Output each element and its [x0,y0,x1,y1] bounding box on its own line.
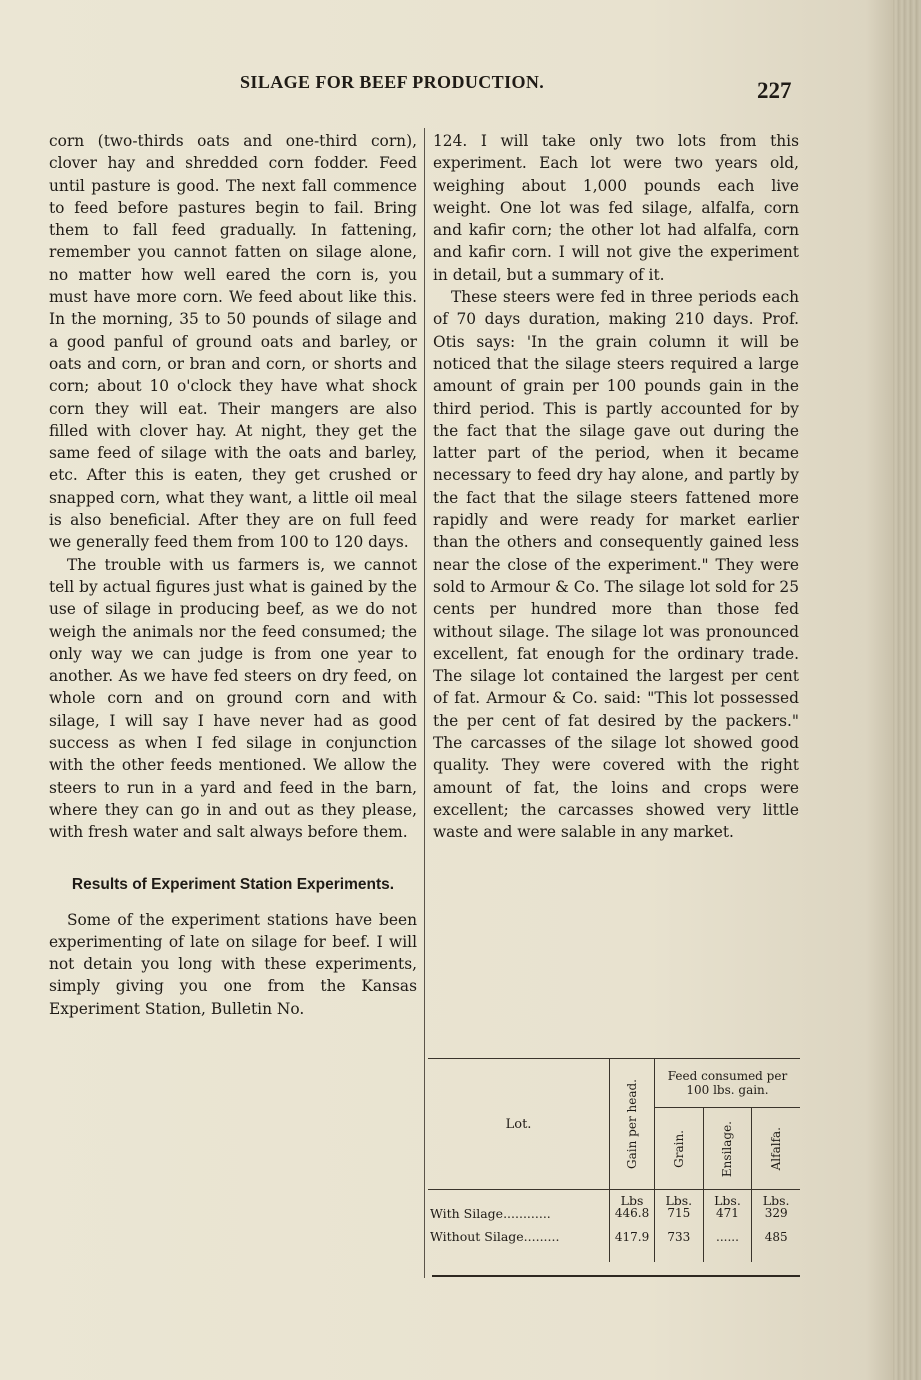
column-divider [424,128,425,1278]
paragraph: The trouble with us farmers is, we cannot tell by actual figures just what is gained by the use of silage in producing beef, as we do not weigh the animals nor the feed consumed; the only way we can judge is from one year to another. As we have fed steers on dry feed, on whole corn and on ground corn and with silage, I will say I have never had as good success as when I fed silage in conjunction with the other feeds mentioned. We allow the steers to run in a yard and feed in the barn, where they can go in and out as they please, with fresh water and salt always before them. [49,555,417,842]
paragraph: 124. I will take only two lots from this experiment. Each lot were two years old, weighing about 1,000 pounds each live weight. One lot was fed silage, alfalfa, corn and kafir corn; the other lot had alfalfa, corn and kafir corn. I will not give the experiment in detail, but a summary of it. [433,132,799,284]
running-title: SILAGE FOR BEEF PRODUCTION. [240,72,545,92]
cell-gain: 417.9 [610,1221,655,1262]
header-alfalfa: Alfalfa. [769,1127,784,1171]
header-gain: Gain per head. [610,1059,655,1190]
table-bottom-rule [432,1275,800,1277]
cell-lot: Without Silage......... [428,1221,610,1262]
cell-ensilage: Lbs. 471 [703,1190,752,1222]
paragraph: These steers were fed in three periods each of 70 days duration, making 210 days. Prof. Otis says: 'In the grain column it will be noticed that the silage steers required a large amount of grain per 100 pounds gain in the third period. This is partly accounted for by the fact that the silage gave out during the latter part of the period, when it became necessary to feed dry hay alone, and partly by the fact that the silage steers fattened more rapidly and were ready for market earlier than the others and consequently gained less near the close of the experiment." They were sold to Armour & Co. The silage lot sold for 25 cents per hundred more than those fed without silage. The silage lot was pronounced excellent, fat enough for the ordinary trade. The silage lot contained the largest per cent of fat. Armour & Co. said: "This lot possessed the per cent of fat desired by the packers." The carcasses of the silage lot showed good quality. They were covered with the right amount of fat, the loins and crops were excellent; the carcasses showed very little waste and were salable in any market. [433,288,799,842]
table-row [428,1221,800,1262]
cell-alfalfa: 485 [764,1229,788,1244]
cell-lot: With Silage............ [428,1190,610,1222]
page-number: 227 [757,78,792,103]
header-grain: Grain. [654,1108,703,1190]
header-ensilage: Ensilage. [703,1108,752,1190]
left-column [49,130,417,1020]
cell-alfalfa: Lbs. 329 [752,1190,800,1222]
cell-grain: 733 [654,1221,703,1262]
header-feed-consumed: Feed consumed per 100 lbs. gain. [654,1059,800,1108]
table-row [428,1190,800,1222]
page-edge [893,0,921,1380]
paragraph: Some of the experiment stations have been experimenting of late on silage for beef. I will not detain you long with these experiments, simply giving you one from the Kansas Experiment Station, Bulletin No. [49,910,417,1018]
section-heading: Results of Experiment Station Experiments. [71,875,395,893]
cell-grain: Lbs. 715 [654,1190,703,1222]
cell-gain: Lbs 446.8 [610,1190,655,1222]
header-lot: Lot. [428,1059,610,1190]
paragraph: corn (two-thirds oats and one-third corn), clover hay and shredded corn fodder. Feed until pasture is good. The next fall commence to feed before pastures begin to fail. Bring them to fall feed gradually. In fattening, remember you cannot fatten on silage alone, no matter how well eared the corn is, you must have more corn. We feed about like this. In the morning, 35 to 50 pounds of silage and a good panful of ground oats and barley, or oats and corn, or bran and corn, or shorts and corn; about 10 o'clock they have what shock corn they will eat. Their mangers are also filled with clover hay. At night, they get the same feed of silage with the oats and barley, etc. After this is eaten, they get crushed or snapped corn, what they want, a little oil meal is also beneficial. After they are on full feed we generally feed them from 100 to 120 days. [49,132,417,552]
results-table [428,1058,800,1262]
cell-ensilage: ...... [703,1221,752,1262]
right-column [433,130,799,844]
